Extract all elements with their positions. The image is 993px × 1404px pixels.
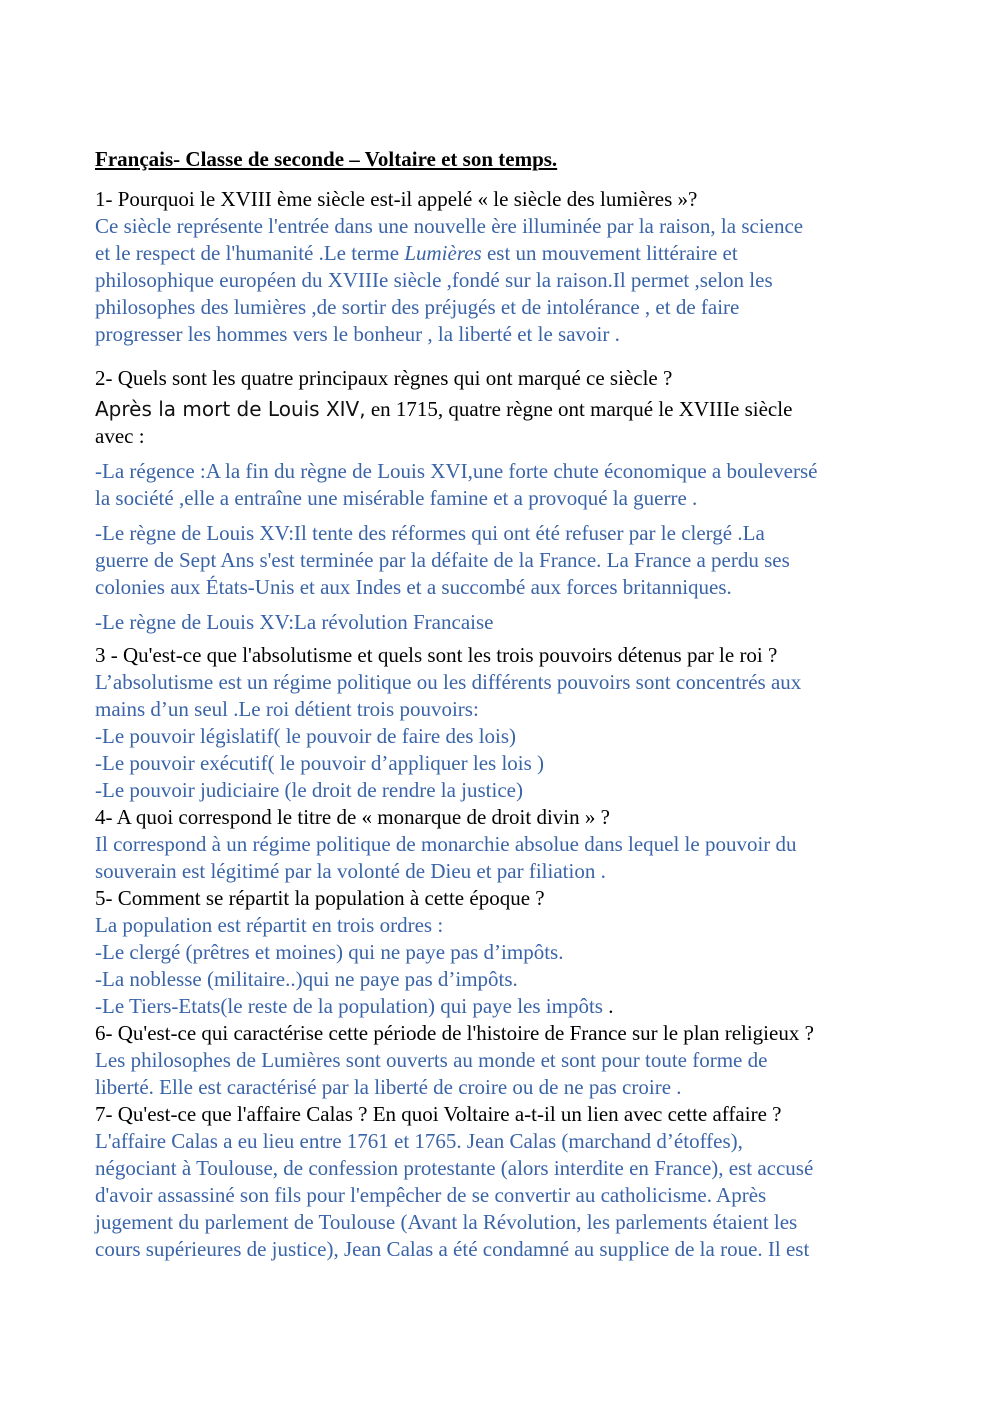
answer-2-intro [95,396,915,423]
answer-3-line-1: L’absolutisme est un régime politique ou les différents pouvoirs sont concentrés aux [95,670,802,694]
answer-7-line-2: négociant à Toulouse, de confession protestante (alors interdite en France), est accusé [95,1156,814,1180]
answer-1-line-2 [95,240,915,267]
answer-1-line-1: Ce siècle représente l'entrée dans une nouvelle ère illuminée par la raison, la science [95,214,804,238]
answer-3-line-3: -Le pouvoir législatif( le pouvoir de faire des lois) [95,724,517,748]
answer-1-line-5: progresser les hommes vers le bonheur , la liberté et le savoir . [95,322,620,346]
answer-1-line-2-start: et le respect de l'humanité .Le terme [95,241,405,265]
answer-2-intro-line-2: avec : [95,424,145,448]
answer-5-line-2: -Le clergé (prêtres et moines) qui ne paye pas d’impôts. [95,940,564,964]
question-1: 1- Pourquoi le XVIII ème siècle est-il appelé « le siècle des lumières »? [95,187,698,211]
answer-2-louis-xv-line-2: guerre de Sept Ans s'est terminée par la défaite de la France. La France a perdu ses [95,548,790,572]
answer-3-line-5: -Le pouvoir judiciaire (le droit de rendre la justice) [95,778,523,802]
answer-7-line-5: cours supérieures de justice), Jean Calas a été condamné au supplice de la roue. Il est [95,1237,810,1261]
answer-3-line-4: -Le pouvoir exécutif( le pouvoir d’appliquer les lois ) [95,751,545,775]
question-2: 2- Quels sont les quatre principaux règnes qui ont marqué ce siècle ? [95,366,673,390]
question-4: 4- A quoi correspond le titre de « monarque de droit divin » ? [95,805,610,829]
answer-4-line-1: Il correspond à un régime politique de monarchie absolue dans lequel le pouvoir du [95,832,797,856]
answer-1-line-3: philosophique européen du XVIIIe siècle ,fondé sur la raison.Il permet ,selon les [95,268,773,292]
answer-7-line-3: d'avoir assassiné son fils pour l'empêcher de se convertir au catholicisme. Après [95,1183,767,1207]
answer-5-line-4-end: . [602,994,614,1018]
answer-2-intro-rest: en 1715, quatre règne ont marqué le XVIIIe siècle [365,397,793,421]
question-5: 5- Comment se répartit la population à cette époque ? [95,886,545,910]
question-6: 6- Qu'est-ce qui caractérise cette période de l'histoire de France sur le plan religieux ? [95,1021,814,1045]
answer-1-line-4: philosophes des lumières ,de sortir des préjugés et de intolérance , et de faire [95,295,740,319]
answer-5-line-4 [95,993,915,1020]
answer-5-line-1: La population est répartit en trois ordres : [95,913,444,937]
answer-4-line-2: souverain est légitimé par la volonté de Dieu et par filiation . [95,859,606,883]
document-body [95,146,915,1263]
document-title: Français- Classe de seconde – Voltaire et son temps. [95,147,558,171]
answer-2-intro-sans: Après la mort de Louis XIV, [95,397,366,421]
answer-1-line-2-end: est un mouvement littéraire et [481,241,738,265]
answer-6-line-2: liberté. Elle est caractérisé par la liberté de croire ou de ne pas croire . [95,1075,682,1099]
answer-2-louis-xv-line-1: -Le règne de Louis XV:Il tente des réformes qui ont été refuser par le clergé .La [95,521,765,545]
answer-2-revolution-line: -Le règne de Louis XV:La révolution Francaise [95,610,494,634]
question-7: 7- Qu'est-ce que l'affaire Calas ? En quoi Voltaire a-t-il un lien avec cette affaire ? [95,1102,782,1126]
question-3: 3 - Qu'est-ce que l'absolutisme et quels sont les trois pouvoirs détenus par le roi ? [95,643,778,667]
answer-5-line-3: -La noblesse (militaire..)qui ne paye pas d’impôts. [95,967,518,991]
answer-6-line-1: Les philosophes de Lumières sont ouverts au monde et sont pour toute forme de [95,1048,768,1072]
answer-7-line-1: L'affaire Calas a eu lieu entre 1761 et 1765. Jean Calas (marchand d’étoffes), [95,1129,743,1153]
answer-3-line-2: mains d’un seul .Le roi détient trois pouvoirs: [95,697,479,721]
answer-2-regence-line-1: -La régence :A la fin du règne de Louis XVI,une forte chute économique a bouleversé [95,459,818,483]
lumieres-term: Lumières [404,241,482,265]
answer-7-line-4: jugement du parlement de Toulouse (Avant la Révolution, les parlements étaient les [95,1210,798,1234]
answer-2-louis-xv-line-3: colonies aux États-Unis et aux Indes et a succombé aux forces britanniques. [95,575,732,599]
answer-5-line-4-text: -Le Tiers-Etats(le reste de la population) qui paye les impôts [95,994,603,1018]
answer-2-regence-line-2: la société ,elle a entraîne une misérable famine et a provoqué la guerre . [95,486,698,510]
